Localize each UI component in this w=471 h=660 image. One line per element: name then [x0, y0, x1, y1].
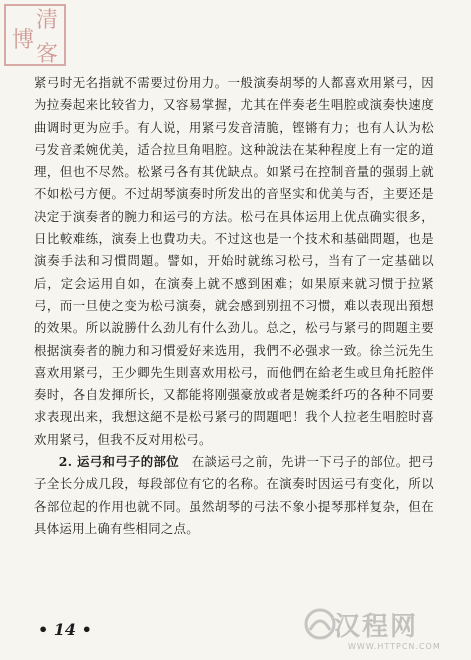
logo-char-1: 清 [36, 8, 59, 33]
watermark-text: 汉程网 [334, 612, 419, 642]
section-paragraph [34, 451, 434, 540]
section-heading: 2. 运弓和弓子的部位 [58, 454, 180, 470]
site-watermark [300, 600, 468, 658]
library-stamp-logo [4, 4, 66, 66]
body-text [34, 72, 434, 540]
logo-char-2: 博 [12, 28, 35, 53]
watermark-url: WWW.HTTPCN.COM [348, 642, 441, 651]
section-text: 在談运弓之前，先讲一下弓子的部位。把弓子全长分成几段，每段部位有它的名称。在演奏时因运弓有变化，所以各部位起的作用也就不同。虽然胡琴的弓法不象小提琴那样复杂，但在具体运用上确有些相同之点。 [34, 454, 434, 536]
logo-char-3: 客 [36, 42, 59, 67]
page-number: • 14 • [38, 620, 92, 639]
paragraph-1: 紧弓时无名指就不需要过份用力。一般演奏胡琴的人都喜欢用紧弓，因为拉奏起来比较省力，又容易掌握，尤其在伴奏老生唱腔或演奏快速度曲调时更为应手。有人说，用紧弓发音清脆，铿锵有力；也有人认为松弓发音柔婉优美，适合拉旦角唱腔。这种說法在某种程度上有一定的道理，但也不尽然。松紧弓各有其优缺点。如紧弓在控制音量的强弱上就不如松弓方便。不过胡琴演奏时所发出的音坚实和优美与否，主要还是决定于演奏者的腕力和运弓的方法。松弓在具体运用上优点确实很多，日比較难练，演奏上也費功夫。不过这也是一个技术和基础問題，也是演奏手法和习慣問題。譬如，开始时就练习松弓，当有了一定基础以后，定会运用自如，在演奏上就不感到困难；如果原来就习惯于拉紧弓，而一旦使之变为松弓演奏，就会感到别扭不习惯，难以表现出預想的效果。所以說勝什么劲儿有什么劲儿。总之，松弓与紧弓的問題主要根据演奏者的腕力和习慣爱好来选用，我們不必强求一致。徐兰沅先生喜欢用紧弓，王少卿先生則喜欢用松弓，而他們在給老生或旦角托腔伴奏时，各自发揮所长，又都能将刚强豪放或者是婉柔纤巧的各种不同要求表现出来，我想这絕不是松弓紧弓的問題吧！我个人拉老生唱腔时喜欢用紧弓，但我不反对用松弓。 [34, 75, 434, 447]
